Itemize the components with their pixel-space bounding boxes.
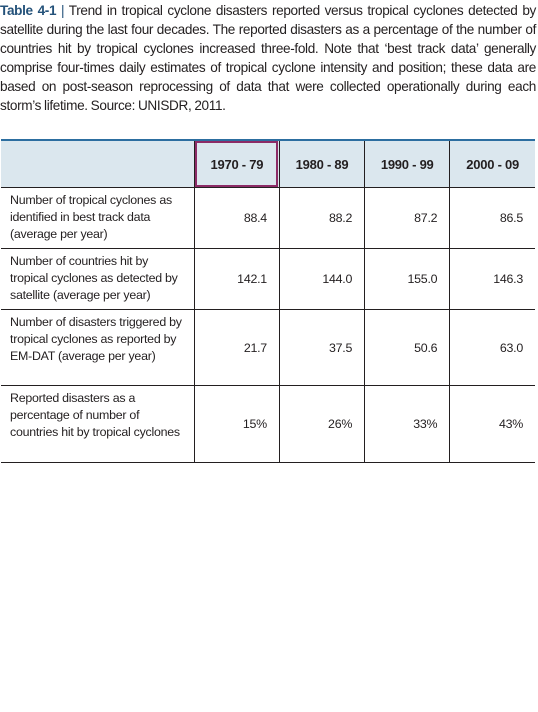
table-cell: 86.5 <box>450 188 535 249</box>
caption-separator: | <box>56 3 69 18</box>
row-label: Number of disasters triggered by tropical cyclones as reported by EM-DAT (average per year) <box>10 315 182 363</box>
header-corner-cell <box>1 140 194 188</box>
data-table <box>1 139 535 463</box>
row-label: Number of countries hit by tropical cyclones as detected by satellite (average per year) <box>10 254 178 302</box>
table-cell: 88.4 <box>194 188 279 249</box>
table-cell: 50.6 <box>365 310 450 386</box>
table-row <box>1 386 535 463</box>
table-cell: 26% <box>279 386 364 463</box>
table-cell: 88.2 <box>279 188 364 249</box>
table-cell: 21.7 <box>194 310 279 386</box>
table-cell: 15% <box>194 386 279 463</box>
table-row <box>1 310 535 386</box>
column-header-1970s: 1970 - 79 <box>194 140 279 188</box>
column-header-1980s: 1980 - 89 <box>279 140 364 188</box>
table-cell: 37.5 <box>279 310 364 386</box>
table-row <box>1 188 535 249</box>
table-cell: 33% <box>365 386 450 463</box>
header-row <box>1 140 535 188</box>
table-cell: 63.0 <box>450 310 535 386</box>
table-cell: 43% <box>450 386 535 463</box>
table-number: Table 4-1 <box>0 3 57 18</box>
row-label: Reported disasters as a percentage of number of countries hit by tropical cyclones <box>10 391 180 439</box>
caption-text: Trend in tropical cyclone disasters reported versus tropical cyclones detected by satellite during the last four decades. The reported disasters as a percentage of the number of countries hit by tropical cyclones increased three-fold. Note that ‘best track data’ generally comprise four-times daily estimates of tropical cyclone intensity and position; these data are based on post-season reprocessing of data that were collected operationally during each storm’s lifetime. Source: UNISDR, 2011. <box>0 3 536 113</box>
table-caption <box>0 1 536 115</box>
table-cell: 155.0 <box>365 249 450 310</box>
table-cell: 146.3 <box>450 249 535 310</box>
table-cell: 87.2 <box>365 188 450 249</box>
table-cell: 144.0 <box>279 249 364 310</box>
column-header-2000s: 2000 - 09 <box>450 140 535 188</box>
row-label: Number of tropical cyclones as identified in best track data (average per year) <box>10 193 172 241</box>
table-row <box>1 249 535 310</box>
column-header-1990s: 1990 - 99 <box>365 140 450 188</box>
table-cell: 142.1 <box>194 249 279 310</box>
